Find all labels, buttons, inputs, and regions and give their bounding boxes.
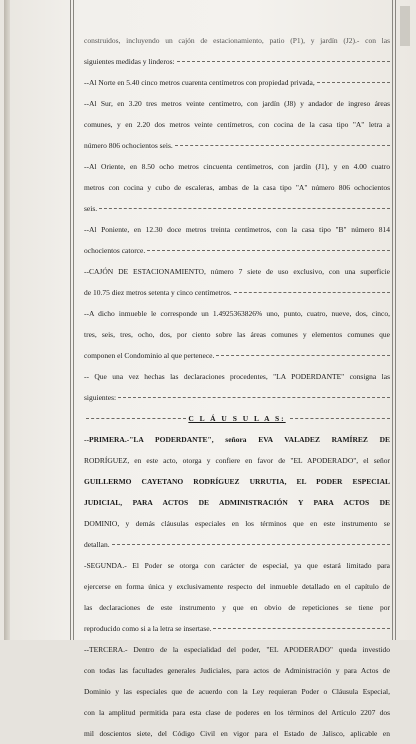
dash-fill [317, 82, 390, 83]
text-line-content: GUILLERMO CAYETANO RODRÍGUEZ URRUTIA, EL PODER ESPECIAL [84, 477, 390, 486]
text-line-content: las declaraciones de este instrumento y que en obvio de repeticiones se tiene por [84, 603, 390, 612]
text-line-content: --TERCERA.- Dentro de la especialidad del poder, "EL APODERADO" queda investido [84, 645, 390, 654]
text-line [84, 387, 390, 408]
page-edge-mark [400, 6, 410, 46]
dash-fill [86, 418, 186, 419]
text-line-content: número 806 ochocientos seis. [84, 141, 173, 150]
text-line [84, 282, 390, 303]
text-line [84, 429, 390, 450]
text-line-content: metros con cocina y cubo de escaleras, ambas de la casa tipo "A" número 806 ochocientos [84, 183, 390, 192]
section-heading [84, 408, 390, 429]
right-margin-rule-inner [392, 0, 393, 640]
dash-fill [112, 544, 390, 545]
text-line [84, 303, 390, 324]
text-line-content: con todas las facultades generales Judiciales, para actos de Administración y para Actos de [84, 666, 390, 675]
text-line-content: --Al Oriente, en 8.50 ocho metros cincuenta centímetros, con jardín (J1), y en 4.00 cuatro [84, 162, 390, 171]
text-line-content: tres, seis, tres, ocho, dos, por ciento sobre las áreas comunes y elementos comunes que [84, 330, 390, 339]
text-line-content: -- Que una vez hechas las declaraciones procedentes, "LA PODERDANTE" consigna las [84, 372, 390, 381]
text-line [84, 72, 390, 93]
dash-fill [147, 250, 390, 251]
text-line [84, 51, 390, 72]
text-line [84, 177, 390, 198]
text-line [84, 513, 390, 534]
left-margin-rule [70, 0, 71, 640]
text-line-content: --A dicho inmueble le corresponde un 1.4925363826% uno, punto, cuatro, nueve, dos, cinco, [84, 309, 390, 318]
text-line-content: siguientes medidas y linderos: [84, 57, 175, 66]
document-text-body [84, 30, 390, 744]
text-line-content: --Al Sur, en 3.20 tres metros veinte centímetro, con jardín (J8) y andador de ingreso áreas [84, 99, 390, 108]
text-line [84, 492, 390, 513]
text-line [84, 555, 390, 576]
text-line [84, 471, 390, 492]
text-line-content: --Al Norte en 5.40 cinco metros cuarenta centímetros con propiedad privada, [84, 78, 315, 87]
text-line [84, 345, 390, 366]
text-line-content: mil doscientos siete, del Código Civil en vigor para el Estado de Jalisco, aplicable en [84, 729, 390, 738]
dash-fill [99, 208, 390, 209]
dash-fill [175, 145, 390, 146]
text-line [84, 93, 390, 114]
text-line [84, 618, 390, 639]
text-line-content: seis. [84, 204, 98, 213]
dash-fill [213, 628, 390, 629]
text-line-content: DOMINIO, y demás cláusulas especiales en los términos que en este instrumento se [84, 519, 390, 528]
text-line-content: construidos, incluyendo un cajón de estacionamiento, patio (P1), y jardín (J2).- con las [84, 36, 390, 45]
dash-fill [290, 418, 390, 419]
text-line [84, 261, 390, 282]
text-line-content: --PRIMERA.-"LA PODERDANTE", señora EVA VALADEZ RAMÍREZ DE [84, 435, 390, 444]
text-line-content: JUDICIAL, PARA ACTOS DE ADMINISTRACIÓN Y PARA ACTOS DE [84, 498, 390, 507]
dash-fill [118, 397, 390, 398]
text-line-content: comunes, y en 2.20 dos metros veinte centímetros, con cocina de la casa tipo "A" letra a [84, 120, 390, 129]
text-line [84, 219, 390, 240]
text-line-content: ejercerse en forma única y exclusivamente respecto del inmueble detallado en el capítulo de [84, 582, 390, 591]
left-margin-rule-inner [73, 0, 74, 640]
text-line-content: Dominio y las especiales que de acuerdo con la Ley requieran Poder o Cláusula Especial, [84, 687, 390, 696]
text-line-content: RODRÍGUEZ, en este acto, otorga y confiere en favor de "EL APODERADO", el señor [84, 456, 390, 465]
text-line [84, 114, 390, 135]
text-line-content: de 10.75 diez metros setenta y cinco centímetros. [84, 288, 232, 297]
text-line-content: con la amplitud permitida para esta clase de poderes en los términos del Artículo 2207 dos [84, 708, 390, 717]
text-line-content: -SEGUNDA.- El Poder se otorga con carácter de especial, ya que estará limitado para [84, 561, 390, 570]
text-line [84, 639, 390, 660]
dash-fill [216, 355, 390, 356]
binding-spine [4, 0, 10, 640]
text-line [84, 156, 390, 177]
text-line-content: --CAJÓN DE ESTACIONAMIENTO, número 7 siete de uso exclusivo, con una superficie [84, 267, 390, 276]
text-line [84, 198, 390, 219]
text-line-content: siguientes: [84, 393, 117, 402]
text-line [84, 324, 390, 345]
text-line [84, 681, 390, 702]
text-line [84, 366, 390, 387]
text-line [84, 702, 390, 723]
text-line [84, 660, 390, 681]
text-line [84, 576, 390, 597]
text-line [84, 723, 390, 744]
dash-fill [177, 61, 390, 62]
text-line [84, 135, 390, 156]
text-line-content: ochocientos catorce. [84, 246, 146, 255]
text-line [84, 240, 390, 261]
text-line-content: detallan. [84, 540, 110, 549]
text-line-content: reproducido como si a la letra se insertase. [84, 624, 212, 633]
text-line [84, 597, 390, 618]
dash-fill [234, 292, 390, 293]
text-line-content: --Al Poniente, en 12.30 doce metros treinta centímetros, con la casa tipo "B" número 814 [84, 225, 390, 234]
text-line [84, 534, 390, 555]
text-line-content: componen el Condominio al que pertenece. [84, 351, 215, 360]
text-line [84, 450, 390, 471]
text-line [84, 30, 390, 51]
text-line-content: C L Á U S U L A S: [188, 414, 286, 423]
right-margin-rule [395, 0, 396, 640]
